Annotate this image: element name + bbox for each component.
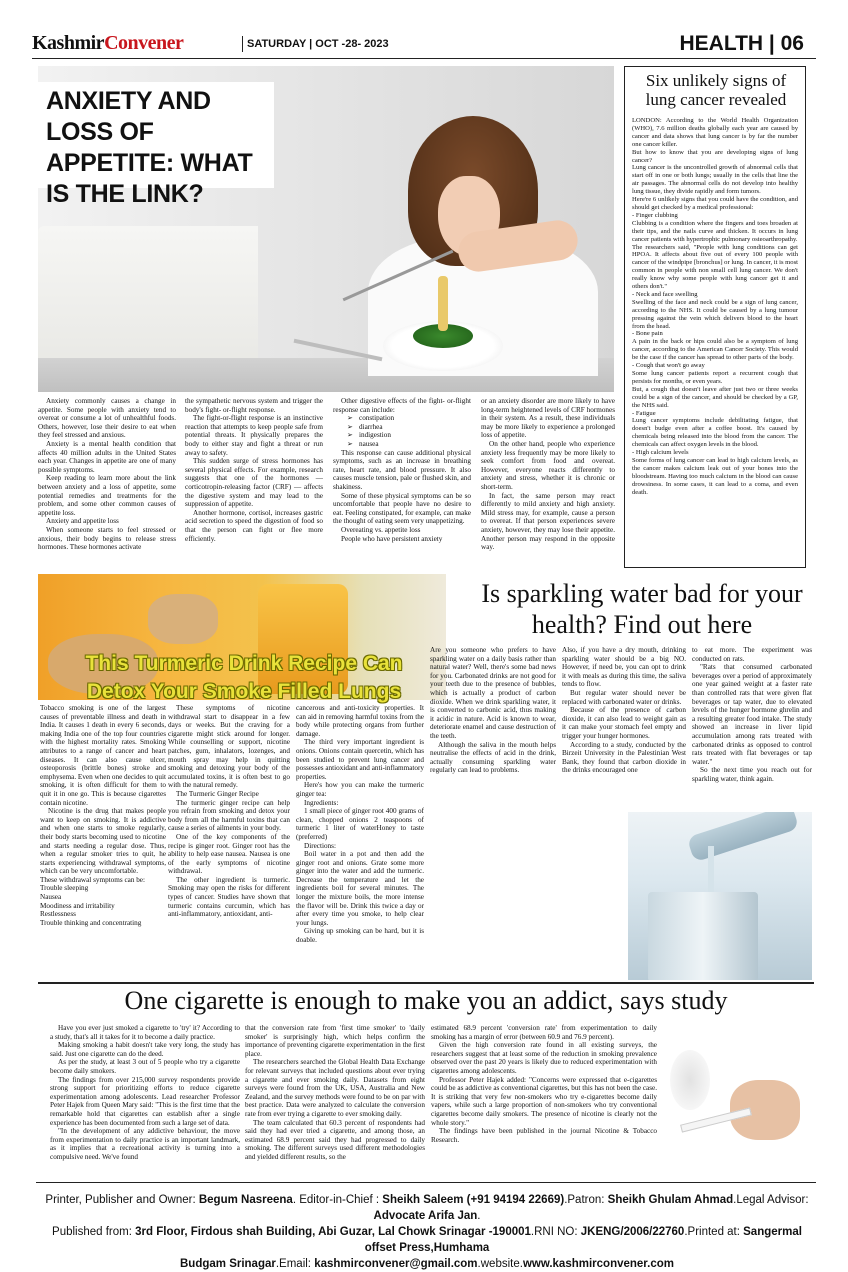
anxiety-col-1 xyxy=(38,397,176,569)
paragraph: The findings from over 215,000 survey respondents provide strong support for prioritizing efforts to reduce cigarette experimentation among adolescents. Lead researcher Professor Peter Hajek from Queen Mary said: "This is the first time that the remarkable hold that cigarettes can establish after a single experience has been documented from such a large set of data. xyxy=(50,1075,240,1127)
paragraph: Making smoking a habit doesn't take very long, the study has said. Just one cigarette can do the deed. xyxy=(50,1041,240,1058)
sparkling-col-1 xyxy=(430,646,556,812)
logo-kashmir: Kashmir xyxy=(32,32,105,54)
paragraph: Professor Peter Hajek added: "Concerns were expressed that e-cigarettes could be as addictive as conventional cigarettes, but this has not been the case. It is striking that very few non-smokers who try e-cigarettes become daily vapers, while such a large proportion of non-smokers who try conventional cigarettes become daily smokers. The presence of nicotine is clearly not the whole story." xyxy=(431,1075,657,1127)
list-item: Restlessness xyxy=(40,910,76,919)
paragraph: Some forms of lung cancer can lead to high calcium levels, as the cancer makes calcium leak out of your bones into the bloodstream. Having too much calcium in the blood can cause drowsiness. In some cases, it can lead to a coma, and even death. xyxy=(632,456,798,496)
paragraph: Also, if you have a dry mouth, drinking sparkling water should be a big NO. However, if need be, you can opt to drink it with meals as during this time, the saliva tends to flow. xyxy=(562,646,686,689)
paragraph: Because of the presence of carbon dioxide, it can also lead to weight gain as it can make your stomach feel empty and trigger your hunger hormones. xyxy=(562,706,686,740)
anxiety-col-3 xyxy=(333,397,471,569)
paragraph: cancerous and anti-toxicity properties. It can aid in removing harmful toxins from the body while protecting organs from further damage. xyxy=(296,704,424,738)
paragraph: This response can cause additional physical symptoms, such as an increase in breathing rate, heart rate, and blood pressure. It also causes muscle tension, pale or flushed skin, and shakiness. xyxy=(333,448,471,491)
sparkling-water-headline: Is sparkling water bad for your health? Find out here xyxy=(481,579,803,639)
paragraph: Anxiety commonly causes a change in appetite. Some people with anxiety tend to overeat or consume a lot of unhealthful foods. Others, however, lose their desire to eat when they feel stressed and anxious. xyxy=(38,397,176,440)
subhead: Overeating vs. appetite loss xyxy=(341,525,421,534)
paragraph: Have you ever just smoked a cigarette to 'try' it? According to a study, that's all it takes for it to become a daily practice. xyxy=(50,1024,240,1041)
paragraph: The researchers searched the Global Health Data Exchange for relevant surveys that included questions about ever trying a cigarette and ever smoking daily. Datasets from eight surveys were found from the UK, USA, Australia and New Zealand, and the survey methods were found to be on par with best practice. Data were analyzed to calculate the conversion rate from ever trying a cigarette to ever smoking daily. xyxy=(245,1058,425,1118)
publisher-name: Begum Nasreena xyxy=(198,1194,293,1206)
paragraph: Here's how you can make the turmeric ginger tea: xyxy=(296,781,424,798)
paragraph: The fight-or-flight response is an instinctive reaction that attempts to keep people safe from potential threats. It physically prepares the body to either stay and fight a threat or run away to safety. xyxy=(185,414,323,457)
subhead: - Bone pain xyxy=(632,330,663,338)
paragraph: "Rats that consumed carbonated beverages over a period of approximately one year gained weight at a faster rate than controlled rats that were given flat beverages or tap water, due to elevated levels of the hunger hormone ghrelin and a resulting greater food intake. The study showed an increase in liver lipid accumulation among rats treated with carbonated drinks as opposed to control rats treated with flat beverages or tap water." xyxy=(692,663,812,766)
imprint-line-1: Printer, Publisher and Owner: Begum Nasreena. Editor-in-Chief : Sheikh Saleem (+91 94194 22669).Patron: Sheikh Ghulam Ahmad.Legal Advisor: Advocate Arifa Jan. xyxy=(45,1194,809,1222)
footer-rule xyxy=(36,1182,816,1183)
list-item: ➢ diarrhea xyxy=(359,423,471,432)
turmeric-col-2 xyxy=(168,704,290,976)
paragraph: This sudden surge of stress hormones has several physical effects. For example, research suggests that one of the hormones — corticotropin-releasing factor (CRF) — affects the digestive system and may lead to the suppression of appetite. xyxy=(185,457,323,509)
cigarette-headline: One cigarette is enough to make you an addict, says study xyxy=(124,986,728,1015)
paragraph: Although the saliva in the mouth helps neutralise the effects of acid in the drink, actually consuming sparkling water regularly can lead to problems. xyxy=(430,740,556,775)
paragraph: Clubbing is a condition where the fingers and toes broaden at their tips, and the nails curve and thicken. It occurs in lung cancer patients with hypertrophic pulmonary osteoarthropathy. xyxy=(632,219,798,243)
subhead: Directions: xyxy=(304,841,336,850)
newspaper-logo xyxy=(32,32,183,55)
list-item: Trouble thinking and concentrating xyxy=(40,918,142,927)
issue-date: SATURDAY | OCT -28- 2023 xyxy=(247,38,389,50)
paragraph: Are you someone who prefers to have sparkling water on a daily basis rather than natural water? Well, there's some bad news for you. Carbonated drinks are not good for your teeth due to the presence of bubbles, which is actually a product of carbon dioxide. When we drink sparkling water, it is converted to carbonic acid, thus making it acidic in nature. Acid is known to wear, deteriorate enamel and cause destruction of the teeth. xyxy=(430,646,556,740)
subhead: Ingredients: xyxy=(304,798,339,807)
subhead: - Finger clubbing xyxy=(632,211,678,219)
paragraph: A pain in the back or hips could also be a symptom of lung cancer, according to the American Cancer Society. This would be the case if the cancer has spread to other parts of the body. xyxy=(632,338,798,362)
masthead-divider xyxy=(242,36,243,52)
turmeric-headline xyxy=(58,650,430,708)
masthead-rule xyxy=(32,58,816,59)
paragraph: The other ingredient is turmeric. Smoking may open the risks for different types of cancer. Studies have shown that turmeric contains curcumin, which has anti-inflammatory, antioxidant, anti- xyxy=(168,875,290,919)
list-item: ➢ indigestion xyxy=(359,431,471,440)
imprint-line-3: Budgam Srinagar.Email: kashmirconvener@gmail.com.website.www.kashmirconvener.com xyxy=(180,1258,674,1270)
turmeric-col-1 xyxy=(40,704,166,976)
subhead: The Turmeric Ginger Recipe xyxy=(176,789,259,798)
paragraph: Boil water in a pot and then add the ginger root and onions. Grate some more ginger into the water and add the turmeric. Decrease the temperature and let the ingredients boil for several minutes. The longer the mixture boils, the more intense the flavor will be. Drink this twice a day or after every time you smoke, to help clear your lungs. xyxy=(296,850,424,927)
paragraph: One of the key components of the recipe is ginger root. Ginger root has the ability to help ease nausea. Nausea is one of the early symptoms of nicotine withdrawal. xyxy=(168,832,290,876)
section-rule xyxy=(38,982,814,984)
sparkling-water-photo xyxy=(628,812,812,980)
list-item: Trouble sleeping xyxy=(40,884,89,893)
paragraph: Other digestive effects of the fight- or-flight response can include: xyxy=(333,397,471,414)
rni-number: JKENG/2006/22760 xyxy=(580,1226,685,1238)
paragraph: estimated 68.9 percent 'conversion rate' from experimentation to daily smoking has a margin of error (between 60.9 and 76.9 percent). xyxy=(431,1024,657,1041)
paragraph: Keep reading to learn more about the link between anxiety and a loss of appetite, some potential remedies and treatments for the problem, and some other common causes of appetite loss. xyxy=(38,474,176,517)
logo-convener: Convener xyxy=(104,32,184,54)
sparkling-col-2 xyxy=(562,646,686,812)
subhead: Anxiety and appetite loss xyxy=(46,517,119,526)
patron-name: Sheikh Ghulam Ahmad xyxy=(607,1194,734,1206)
paragraph: Here're 6 unlikely signs that you could have the condition, and should get checked by a medical professional: xyxy=(632,196,798,211)
turmeric-col-3 xyxy=(296,704,424,976)
list-item: ➢ nausea xyxy=(359,440,471,449)
press-name: Sangermal offset Press,Humhama xyxy=(364,1226,802,1254)
turmeric-headline-line-1: This Turmeric Drink Recipe Can xyxy=(85,652,403,675)
paragraph: Giving up smoking can be hard, but it is doable. xyxy=(296,927,424,945)
paragraph: On the other hand, people who experience anxiety less frequently may be more likely to seek comfort from food and overeat. However, everyone reacts differently to anxiety and stress, whether it is chronic or short-term. xyxy=(481,439,615,491)
paragraph: "In the development of any addictive behaviour, the move from experimentation to daily practice is an important landmark, as it implies that a recreational activity is turning into a compulsive need. We've found xyxy=(50,1127,240,1161)
anxiety-headline: ANXIETY AND LOSS OF APPETITE: WHAT IS THE LINK? xyxy=(38,82,274,188)
paragraph: But how to know that you are developing signs of lung cancer? xyxy=(632,148,798,164)
paragraph: Lung cancer is the uncontrolled growth of abnormal cells that start off in one or both lungs; usually in the cells that line the air passages. The abnormal cells do not develop into healthy lung tissue, they divide rapidly and form tumors. xyxy=(632,164,798,196)
paragraph: So the next time you reach out for sparkling water, think again. xyxy=(692,766,812,783)
website-link[interactable]: www.kashmirconvener.com xyxy=(522,1258,674,1270)
paragraph: But regular water should never be replaced with carbonated water or drinks. xyxy=(562,688,686,706)
lung-cancer-body xyxy=(632,117,798,565)
paragraph: The team calculated that 60.3 percent of respondents had said they had ever tried a cigarette, and among those, an estimated 68.9 percent said they had progressed to daily smoking. The different surveys used different methodologies and yielded different results, so the xyxy=(245,1118,425,1161)
paragraph: to eat more. The experiment was conducted on rats. xyxy=(692,646,812,663)
paragraph: Another hormone, cortisol, increases gastric acid secretion to speed the digestion of food so that the person can fight or flee more efficiently. xyxy=(185,508,323,543)
paragraph: Nicotine is the drug that makes people want to keep on smoking. It is addictive and when one starts to smoke regularly, their body starts becoming used to nicotine and starts needing a regular dose. Thus, when a regular smoker tries to quit, he starts experiencing withdrawal symptoms, which can be very uncomfortable. xyxy=(40,807,166,876)
paragraph: People who have persistent anxiety xyxy=(341,534,443,543)
paragraph: When someone starts to feel stressed or anxious, their body begins to release stress hormones. These hormones activate xyxy=(38,525,176,552)
paragraph: Anxiety is a mental health condition that affects 40 million adults in the United States each year. Changes in appetite are one of many possible symptoms. xyxy=(38,439,176,474)
cigarette-col-2 xyxy=(245,1024,425,1174)
paragraph: 1 small piece of ginger root 400 grams of clean, chopped onions 2 teaspoons of turmeric 1 liter of waterHoney to taste (preferred) xyxy=(296,807,424,841)
lung-cancer-headline: Six unlikely signs of lung cancer revealed xyxy=(645,71,787,109)
paragraph: Tobacco smoking is one of the largest causes of preventable illness and death in India. It causes 1 death in every 6 seconds, making India one of the top four countries with the highest mortality rates. Smoking attributes to a range of cancer and heart diseases. It can also cause ulcer, osteoporosis (brittle bones) stroke and emphysema. Even when one decides to quit smoking, it is often difficult for them to quit it in one go. This is because cigarettes contain nicotine. xyxy=(40,704,166,807)
paragraph: These symptoms of nicotine withdrawal start to disappear in a few days or weeks. But the craving for a cigarette might stick around for longer. While counselling or support, nicotine patches, gum, inhalators, lozenges, and mouth spray may help in quitting smoking and detoxing your body of the accumulated toxins, it is often best to go with the natural remedy. xyxy=(168,704,290,790)
subhead: - High calcium levels xyxy=(632,449,689,457)
section-label: HEALTH | 06 xyxy=(679,32,804,55)
paragraph: These withdrawal symptoms can be: xyxy=(40,875,145,884)
list-item: ➢ constipation xyxy=(359,414,471,423)
paragraph: LONDON: According to the World Health Organization (WHO), 7.6 million deaths globally each year are caused by cancer and data shows that lung cancer is by far the number one cancer killer. xyxy=(632,117,798,148)
paragraph: the sympathetic nervous system and trigger the body's fight- or-flight response. xyxy=(185,397,323,414)
anxiety-col-4 xyxy=(481,397,615,569)
paragraph: The third very important ingredient is onions. Onions contain quercetin, which has been studied to prevent lung cancer and possesses antioxidant and anti-inflammatory properties. xyxy=(296,738,424,781)
paragraph: But, a cough that doesn't leave after just two or three weeks could be a sign of the cancer, and should be checked by a GP, the NHS said. xyxy=(632,385,798,409)
paragraph: The findings have been published in the journal Nicotine & Tobacco Research. xyxy=(431,1127,657,1144)
paragraph: Swelling of the face and neck could be a sign of lung cancer, according to the NHS. It could be caused by a lung tumour pressing against the vein which delivers blood to the heart from the head. xyxy=(632,298,798,330)
paragraph: According to a study, conducted by the Birzeit University in the Palestinian West Bank, they found that carbon dioxide in the drinks encouraged one xyxy=(562,740,686,775)
subhead: - Cough that won't go away xyxy=(632,362,705,370)
paragraph: Given the high conversion rate found in all existing surveys, the researchers suggest that at least some of the reduction in smoking prevalence observed over the past 20 years is likely due to reduced experimentation with cigarettes among adolescents. xyxy=(431,1041,657,1075)
paragraph: Some of these physical symptoms can be so uncomfortable that people have no desire to eat. Feeling constipated, for example, can make the thought of eating seem very unappetizing. xyxy=(333,491,471,526)
masthead xyxy=(32,32,818,56)
lung-cancer-box xyxy=(624,66,806,568)
subhead: - Fatigue xyxy=(632,409,656,417)
paragraph: or an anxiety disorder are more likely to have long-term heightened levels of CRF hormones in their system. As a result, these individuals may be more likely to experience a prolonged loss of appetite. xyxy=(481,397,615,440)
imprint-footer xyxy=(36,1192,818,1272)
list-item: Moodiness and irritability xyxy=(40,901,115,910)
sparkling-col-3 xyxy=(692,646,812,812)
cigarette-photo xyxy=(660,1030,812,1170)
imprint-line-2: Published from: 3rd Floor, Firdous shah Building, Abi Guzar, Lal Chowk Srinagar -190001.RNI NO: JKENG/2006/22760.Printed at: Sangermal offset Press,Humhama xyxy=(52,1226,802,1254)
paragraph: Lung cancer symptoms include debilitating fatigue, that doesn't budge even after a coffee boost. It's caused by chemicals being released into the blood from the cancer. The chemicals can affect oxygen levels in the blood. xyxy=(632,417,798,449)
turmeric-headline-line-2: Detox Your Smoke Filled Lungs xyxy=(86,680,402,703)
anxiety-col-2 xyxy=(185,397,323,569)
paragraph: As per the study, at least 3 out of 5 people who try a cigarette become daily smokers. xyxy=(50,1058,240,1075)
symptom-list xyxy=(333,414,471,448)
paragraph: The researchers said, "People with lung conditions can get HPOA. It affects about five out of every 100 people with cancer of the windpipe [bronchus] or lung. In cancer, it is most common in people with non small cell lung cancer. We don't really know why some people with lung cancer get it and others don't." xyxy=(632,243,798,291)
office-address: 3rd Floor, Firdous shah Building, Abi Guzar, Lal Chowk Srinagar -190001 xyxy=(135,1226,531,1238)
subhead: - Neck and face swelling xyxy=(632,290,698,298)
paragraph: The turmeric ginger recipe can help you refrain from smoking and detox your body from all the harmful toxins that can cause a series of ailments in your body. xyxy=(168,798,290,833)
legal-advisor-name: Advocate Arifa Jan xyxy=(373,1210,478,1222)
paragraph: In fact, the same person may react differently to mild anxiety and high anxiety. Mild stress may, for example, cause a person to overeat. If that person experiences severe anxiety, however, they may lose their appetite. Another person may respond in the opposite way. xyxy=(481,491,615,552)
paragraph: that the conversion rate from 'first time smoker' to 'daily smoker' is surprisingly high, which helps confirm the importance of preventing cigarette experimentation in the first place. xyxy=(245,1024,425,1058)
cigarette-col-1 xyxy=(50,1024,240,1174)
cigarette-col-3 xyxy=(431,1024,657,1174)
email-link[interactable]: kashmirconvener@gmail.com xyxy=(314,1258,478,1270)
list-item: Nausea xyxy=(40,893,62,902)
editor-name: Sheikh Saleem (+91 94194 22669) xyxy=(382,1194,565,1206)
paragraph: Some lung cancer patients report a recurrent cough that persists for months, or even years. xyxy=(632,370,798,385)
